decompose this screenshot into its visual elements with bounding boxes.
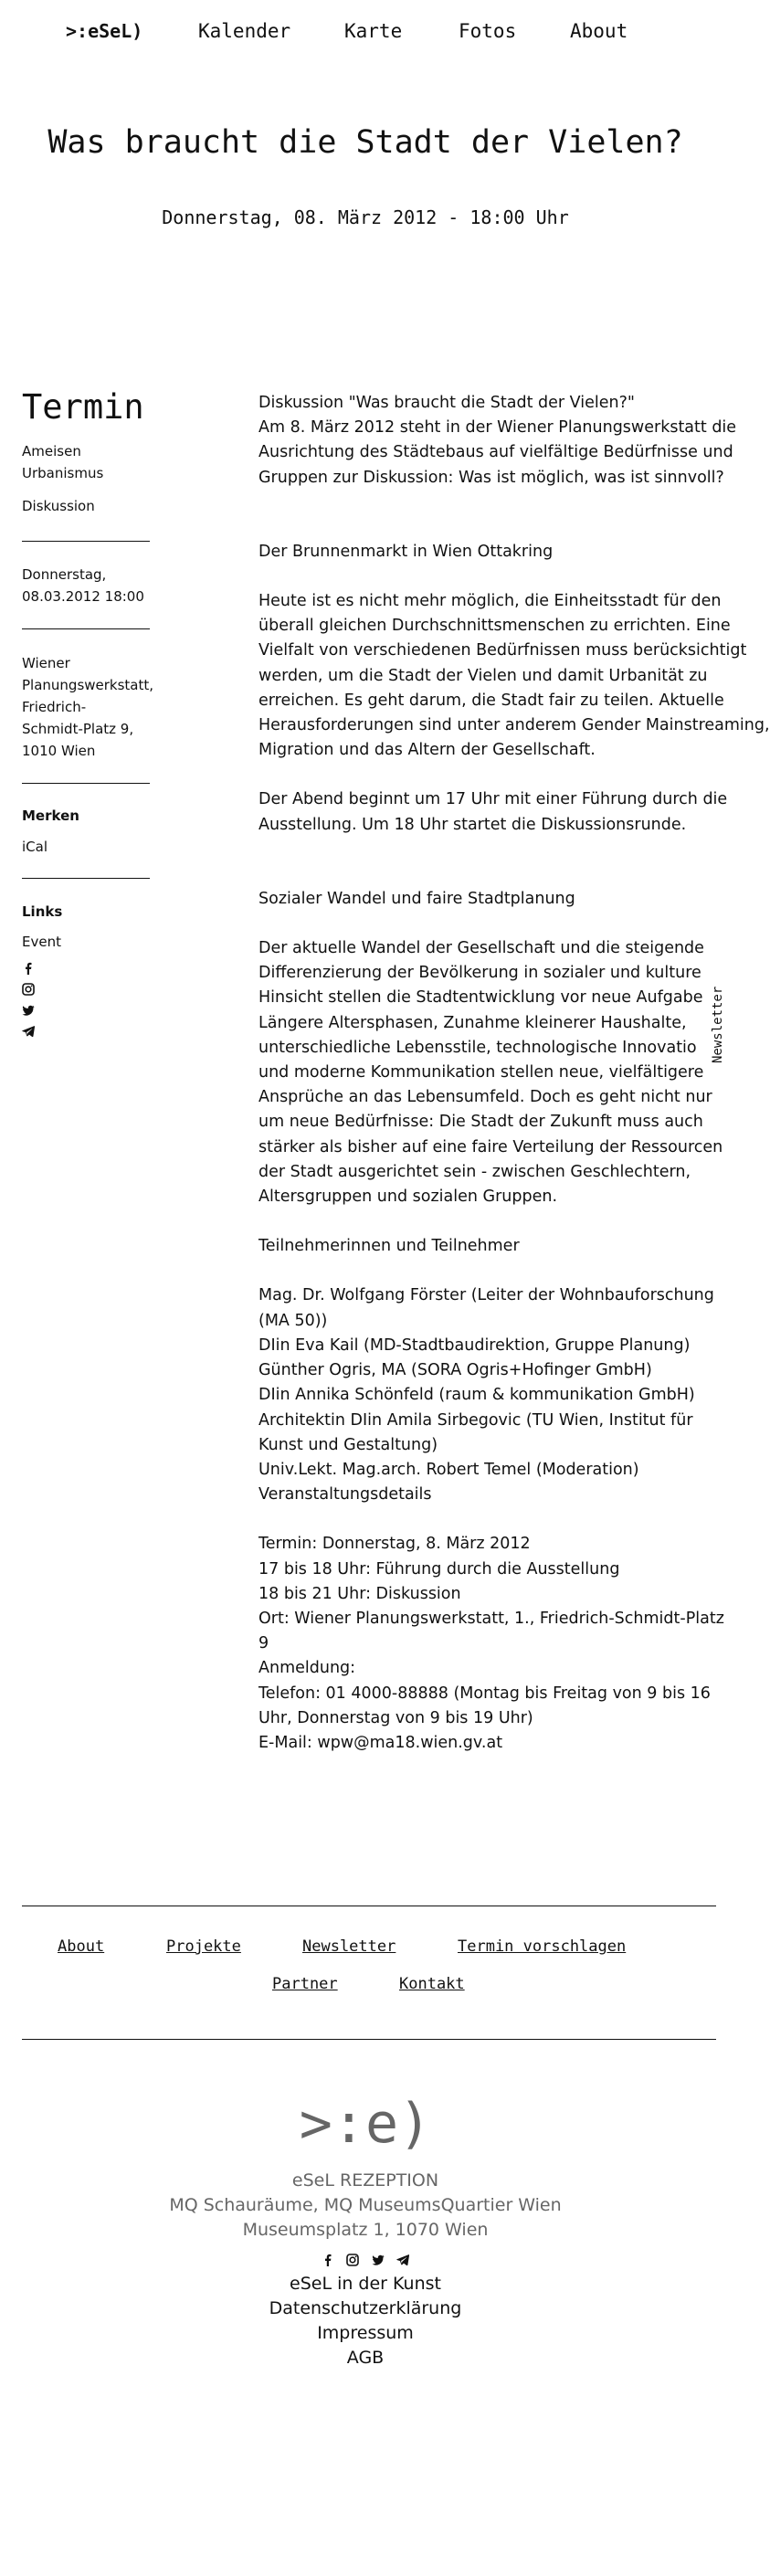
footer-link-datenschutz[interactable]: Datenschutzerklärung (269, 2298, 462, 2318)
participants-list (258, 1283, 712, 1507)
tag-urbanismus[interactable]: Urbanismus (22, 465, 104, 481)
section-text: Der Abend beginnt um 17 Uhr mit einer Führung durch die Ausstellung. Um 18 Uhr startet die Diskussionsrunde. (258, 790, 728, 834)
telegram-icon[interactable] (396, 2254, 409, 2266)
twitter-icon[interactable] (372, 2254, 385, 2266)
detail-line: Telefon: 01 4000-88888 (Montag bis Freitag von 9 bis 16 (258, 1684, 711, 1703)
footer-link-partner[interactable]: Partner (272, 1975, 338, 1993)
event-link[interactable]: Event (22, 934, 61, 950)
newsletter-tab[interactable]: Newsletter (711, 986, 725, 1063)
footer-link-agb[interactable]: AGB (346, 2348, 385, 2368)
text-line: der Stadt ausgerichtet sein - zwischen Geschlechtern, (258, 1162, 691, 1181)
participant-line: Günther Ogris, MA (SORA Ogris+Hofinger GmbH) (258, 1361, 652, 1380)
event-date: Donnerstag, 08. März 2012 - 18:00 Uhr (162, 206, 569, 228)
participant-line: DIin Annika Schönfeld (raum & kommunikation GmbH) (258, 1386, 695, 1405)
footer-link-about[interactable]: About (58, 1937, 105, 1956)
instagram-icon[interactable] (346, 2254, 359, 2266)
merken-label: Merken (22, 808, 79, 824)
intro-title: Diskussion "Was braucht die Stadt der Vielen?" (258, 394, 635, 412)
links-label: Links (22, 903, 63, 920)
participant-line: Mag. Dr. Wolfgang Förster (Leiter der Wohnbauforschung (258, 1286, 714, 1305)
section-title: Sozialer Wandel und faire Stadtplanung (258, 889, 575, 908)
detail-line: 17 bis 18 Uhr: Führung durch die Ausstellung (258, 1559, 620, 1578)
ical-link[interactable]: iCal (22, 839, 48, 855)
footer-link-newsletter[interactable]: Newsletter (302, 1937, 396, 1956)
text-line: Hinsicht stellen die Stadtentwicklung vor neue Aufgabe (258, 988, 703, 1008)
location-line: Friedrich- (22, 699, 87, 715)
site-logo[interactable]: >:eSeL) (66, 20, 143, 42)
text-line: unterschiedliche Lebensstile, technologische Innovatio (258, 1038, 697, 1057)
participant-line: DIin Eva Kail (MD-Stadtbaudirektion, Gruppe Planung) (258, 1336, 691, 1355)
instagram-icon[interactable] (22, 983, 35, 996)
detail-line: 9 (258, 1634, 269, 1653)
text-line: stärker als bisher auf eine faire Verteilung der Ressourcen (258, 1137, 723, 1156)
sidebar-date-line2: 08.03.2012 18:00 (22, 588, 144, 605)
nav-item-about[interactable]: About (570, 20, 628, 42)
email-line[interactable]: E-Mail: wpw@ma18.wien.gv.at (258, 1733, 503, 1752)
text-line: Der aktuelle Wandel der Gesellschaft und die steigende (258, 939, 704, 958)
detail-line: Uhr, Donnerstag von 9 bis 19 Uhr) (258, 1708, 533, 1727)
footer-link-termin-vorschlagen[interactable]: Termin vorschlagen (458, 1937, 627, 1956)
detail-line: Termin: Donnerstag, 8. März 2012 (258, 1535, 531, 1554)
footer-link-impressum[interactable]: Impressum (317, 2323, 414, 2343)
footer-address (0, 2169, 731, 2243)
footer-link-kontakt[interactable]: Kontakt (399, 1975, 465, 1993)
facebook-icon[interactable] (22, 962, 35, 975)
participant-line: Univ.Lekt. Mag.arch. Robert Temel (Moderation) (258, 1460, 639, 1479)
sidebar-heading: Termin (22, 387, 144, 427)
footer-link-projekte[interactable]: Projekte (166, 1937, 241, 1956)
twitter-icon[interactable] (22, 1004, 35, 1017)
telegram-icon[interactable] (22, 1025, 35, 1038)
sidebar-date-line1: Donnerstag, (22, 566, 107, 583)
page-title: Was braucht die Stadt der Vielen? (47, 124, 683, 161)
participant-line: (MA 50)) (258, 1311, 328, 1330)
text-line: Altersgruppen und sozialen Gruppen. (258, 1188, 558, 1207)
tag-ameisen[interactable]: Ameisen (22, 443, 81, 459)
location-line: Schmidt-Platz 9, (22, 721, 134, 737)
participant-line: Architektin DIin Amila Sirbegovic (TU Wien, Institut für (258, 1410, 693, 1430)
footer-bottom-links (0, 2272, 731, 2370)
footer-divider (22, 2039, 716, 2040)
facebook-icon[interactable] (322, 2254, 334, 2266)
event-sidebar (22, 387, 154, 1046)
nav-item-fotos[interactable]: Fotos (459, 20, 517, 42)
detail-line: Anmeldung: (258, 1659, 356, 1678)
section-title: Der Brunnenmarkt in Wien Ottakring (258, 542, 554, 561)
event-details (258, 1532, 724, 1756)
text-line: um neue Bedürfnisse: Die Stadt der Zukunft muss auch (258, 1113, 703, 1132)
sidebar-location (22, 652, 154, 762)
participant-line: Veranstaltungsdetails (258, 1485, 432, 1504)
section-title: Teilnehmerinnen und Teilnehmer (258, 1237, 520, 1256)
intro-text: Am 8. März 2012 steht in der Wiener Planungswerkstatt die Ausrichtung des Städtebaus auf vielfältige Bedürfnisse und Gruppen zur Diskussion: Was ist möglich, was ist sinnvoll? (258, 418, 737, 487)
nav-item-karte[interactable]: Karte (344, 20, 403, 42)
detail-line: Ort: Wiener Planungswerkstatt, 1., Friedrich-Schmidt-Platz (258, 1609, 724, 1628)
detail-line: 18 bis 21 Uhr: Diskussion (258, 1584, 461, 1603)
text-line: und moderne Kommunikation stellen neue, vielfältigere (258, 1063, 704, 1082)
location-line: Planungswerkstatt, (22, 677, 154, 693)
nav-item-kalender[interactable]: Kalender (198, 20, 291, 42)
footer-logo: >:e) (299, 2092, 432, 2156)
participant-line: Kunst und Gestaltung) (258, 1435, 438, 1454)
footer-link-kunst[interactable]: eSeL in der Kunst (290, 2274, 441, 2294)
top-navigation (66, 20, 731, 48)
location-line: 1010 Wien (22, 743, 96, 759)
footer-social-icons (0, 2250, 731, 2267)
social-icons (22, 962, 150, 1038)
category-link[interactable]: Diskussion (22, 498, 95, 514)
section-text: Heute ist es nicht mehr möglich, die Einheitsstadt für den überall gleichen Durchschnittsmenschen zu errichten. Eine Vielfalt von verschiedenen Bedürfnissen muss berücksichtigt werden, um die Stadt der Vielen und damit Urbanität zu erreichen. Es geht darum, die Stadt fair zu teilen. Aktuelle Herausforderungen sind unter anderem Gender Mainstreaming, Migration und das Altern der Gesellschaft. (258, 592, 770, 760)
address-line: eSeL REZEPTION (291, 2170, 439, 2191)
address-line: MQ Schauräume, MQ MuseumsQuartier Wien (169, 2195, 562, 2215)
text-line: Längere Altersphasen, Zunahme kleinerer Haushalte, (258, 1013, 687, 1032)
text-line: Ansprüche an das Lebensumfeld. Doch es geht nicht nur (258, 1088, 712, 1107)
text-line: Differenzierung der Bevölkerung in sozialer und kulture (258, 964, 701, 983)
address-line: Museumsplatz 1, 1070 Wien (242, 2220, 489, 2240)
location-line: Wiener (22, 655, 70, 671)
